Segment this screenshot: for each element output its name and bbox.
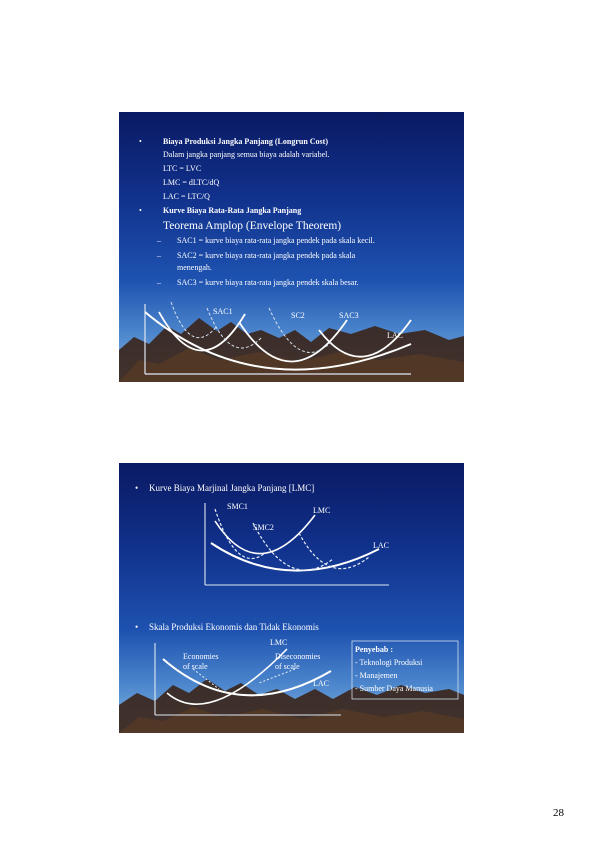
label-lmc: LMC: [270, 638, 288, 647]
list-item: SAC1 = kurve biaya rata-rata jangka pendek pada skala kecil.: [177, 236, 375, 245]
heading-longrun-cost: Biaya Produksi Jangka Panjang (Longrun Cost): [163, 137, 328, 146]
label-sc2: SC2: [291, 311, 305, 320]
label-lac: LAC: [373, 541, 389, 550]
label-of-scale: of scale: [275, 662, 300, 671]
slide-marginal-cost: [119, 463, 464, 733]
label-lac: LAC: [387, 331, 403, 340]
subtitle-envelope: Teorema Amplop (Envelope Theorem): [163, 220, 342, 232]
label-diseconomies: Diseconomies: [275, 652, 321, 661]
bullet-icon: •: [139, 206, 142, 215]
cause-item: - Teknologi Produksi: [355, 658, 423, 667]
bullet-icon: •: [139, 137, 142, 146]
dash-bullet: –: [157, 278, 161, 287]
list-item: SAC2 = kurve biaya rata-rata jangka pendek pada skala: [177, 251, 356, 260]
label-sac3: SAC3: [339, 311, 359, 320]
heading-lmc: Kurve Biaya Marjinal Jangka Panjang [LMC]: [149, 483, 315, 493]
slide-long-run-cost: [119, 112, 464, 382]
label-lmc: LMC: [313, 506, 331, 515]
list-item: SAC3 = kurve biaya rata-rata jangka pendek skala besar.: [177, 278, 359, 287]
label-economies: Economies: [183, 652, 219, 661]
lmc-chart: [205, 503, 389, 585]
label-smc1: SMC1: [227, 502, 248, 511]
formula-lac: LAC = LTC/Q: [163, 192, 210, 201]
cause-item: - Sumber Daya Manusia: [355, 684, 433, 693]
label-of-scale: of scale: [183, 662, 208, 671]
causes-title: Penyebab :: [355, 645, 393, 654]
cause-item: - Manajemen: [355, 671, 398, 680]
dash-bullet: –: [157, 236, 161, 245]
page-number: 28: [553, 807, 564, 819]
label-smc2: SMC2: [253, 523, 274, 532]
bullet-icon: •: [135, 483, 139, 493]
text-line: Dalam jangka panjang semua biaya adalah variabel.: [163, 150, 330, 159]
dash-bullet: –: [157, 251, 161, 260]
heading-lac-curve: Kurve Biaya Rata-Rata Jangka Panjang: [163, 206, 302, 215]
label-lac: LAC: [313, 679, 329, 688]
heading-scale: Skala Produksi Ekonomis dan Tidak Ekonomis: [149, 622, 319, 632]
formula-ltc: LTC = LVC: [163, 164, 202, 173]
list-item-continued: menengah.: [177, 263, 212, 272]
formula-lmc: LMC = dLTC/dQ: [163, 178, 220, 187]
bullet-icon: •: [135, 622, 139, 632]
label-sac1: SAC1: [213, 307, 233, 316]
